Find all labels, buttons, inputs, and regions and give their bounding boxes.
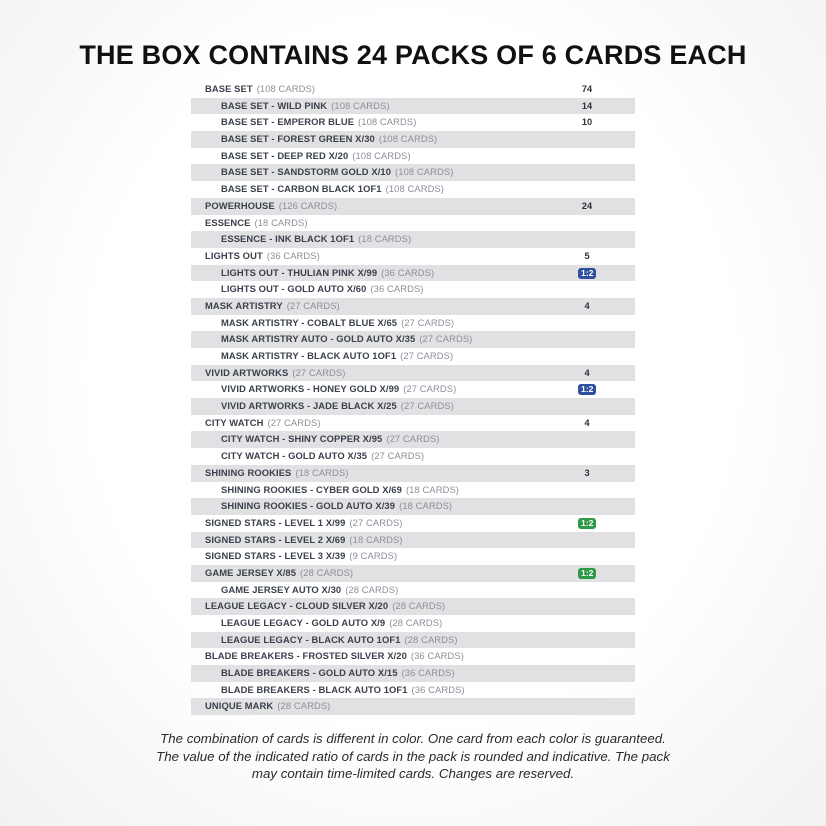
table-row <box>191 548 635 565</box>
card-set-name <box>221 482 459 499</box>
card-set-name <box>205 415 321 432</box>
table-row <box>191 365 635 382</box>
footer-line-1: The combination of cards is different in color. One card from each color is guaranteed. <box>160 731 666 746</box>
card-set-title: MASK ARTISTRY AUTO - GOLD AUTO X/35 <box>221 333 416 345</box>
card-set-name <box>205 515 403 532</box>
card-set-title: BASE SET - CARBON BLACK 1OF1 <box>221 183 382 195</box>
card-count: (18 CARDS) <box>295 466 349 478</box>
cards-per-box: 14 <box>581 100 593 111</box>
card-set-title: UNIQUE MARK <box>205 700 274 712</box>
cards-per-box: 4 <box>584 417 590 428</box>
card-count: (27 CARDS) <box>292 366 346 378</box>
card-set-title: LIGHTS OUT - THULIAN PINK X/99 <box>221 266 378 278</box>
card-set-title: MASK ARTISTRY - COBALT BLUE X/65 <box>221 316 398 328</box>
table-row <box>191 465 635 482</box>
card-set-title: CITY WATCH - GOLD AUTO X/35 <box>221 450 368 462</box>
card-set-name <box>205 215 308 232</box>
card-count: (27 CARDS) <box>349 516 403 528</box>
table-row <box>191 231 635 248</box>
cards-per-box: 3 <box>584 467 590 478</box>
table-row <box>191 498 635 515</box>
card-set-name <box>221 381 456 398</box>
card-count: (27 CARDS) <box>419 333 473 345</box>
card-set-name <box>221 632 458 649</box>
card-set-name <box>221 114 416 131</box>
card-set-name <box>221 582 398 599</box>
table-row <box>191 248 635 265</box>
table-row <box>191 315 635 332</box>
cards-per-box: 4 <box>584 367 590 378</box>
card-count: (18 CARDS) <box>349 533 403 545</box>
card-set-name <box>205 598 445 615</box>
ratio-badge: 1:2 <box>578 518 596 529</box>
table-row <box>191 398 635 415</box>
ratio-badge: 1:2 <box>578 384 596 395</box>
card-set-name <box>205 548 397 565</box>
card-count: (18 CARDS) <box>399 500 453 512</box>
card-count: (27 CARDS) <box>400 350 454 361</box>
table-row <box>191 598 635 615</box>
card-set-name <box>221 181 444 198</box>
table-row <box>191 298 635 315</box>
table-row <box>191 682 635 699</box>
table-row <box>191 648 635 665</box>
card-count: (36 CARDS) <box>370 283 424 295</box>
card-count: (27 CARDS) <box>401 316 455 328</box>
card-count: (108 CARDS) <box>395 166 454 178</box>
card-count: (18 CARDS) <box>358 233 412 245</box>
table-row <box>191 615 635 632</box>
table-row <box>191 198 635 215</box>
card-set-title: MASK ARTISTRY <box>205 299 283 311</box>
footer-note <box>100 730 726 783</box>
footer-line-3: may contain time-limited cards. Changes are reserved. <box>251 766 575 781</box>
card-set-name <box>221 98 390 115</box>
card-set-title: BASE SET - FOREST GREEN X/30 <box>221 133 375 145</box>
table-row <box>191 632 635 649</box>
card-set-title: BASE SET - EMPEROR BLUE <box>221 116 355 128</box>
table-row <box>191 431 635 448</box>
card-table <box>191 81 635 715</box>
card-count: (27 CARDS) <box>386 433 440 445</box>
card-count: (18 CARDS) <box>405 483 460 495</box>
card-set-title: SIGNED STARS - LEVEL 2 X/69 <box>205 533 346 545</box>
card-count: (28 CARDS) <box>404 633 458 645</box>
card-set-title: MASK ARTISTRY - BLACK AUTO 1OF1 <box>221 350 397 361</box>
card-count: (28 CARDS) <box>345 583 399 595</box>
card-count: (9 CARDS) <box>349 550 398 562</box>
card-set-title: SIGNED STARS - LEVEL 3 X/39 <box>205 550 346 562</box>
card-set-name <box>221 331 472 348</box>
cards-per-box: 24 <box>581 200 593 211</box>
card-count: (108 CARDS) <box>358 116 417 128</box>
page-title: THE BOX CONTAINS 24 PACKS OF 6 CARDS EACH <box>79 40 747 70</box>
card-set-name <box>221 265 434 282</box>
card-count: (108 CARDS) <box>331 99 390 111</box>
card-count: (108 CARDS) <box>256 83 316 94</box>
card-set-title: LEAGUE LEGACY - GOLD AUTO X/9 <box>221 617 386 628</box>
table-row <box>191 81 635 98</box>
table-row <box>191 98 635 115</box>
card-set-name <box>221 665 455 682</box>
card-set-title: VIVID ARTWORKS <box>205 366 289 378</box>
card-count: (18 CARDS) <box>254 216 308 228</box>
card-set-name <box>221 231 411 248</box>
card-set-name <box>221 148 411 165</box>
table-row <box>191 532 635 549</box>
card-set-name <box>221 131 437 148</box>
cards-per-box: 5 <box>584 250 590 261</box>
card-set-name <box>205 81 315 98</box>
card-set-title: LEAGUE LEGACY - BLACK AUTO 1OF1 <box>221 633 401 645</box>
card-set-title: ESSENCE <box>205 216 251 228</box>
card-set-name <box>205 298 340 315</box>
card-set-title: BASE SET - SANDSTORM GOLD X/10 <box>221 166 392 178</box>
card-count: (36 CARDS) <box>411 683 465 695</box>
table-row <box>191 181 635 198</box>
card-count: (27 CARDS) <box>400 400 454 412</box>
card-count: (126 CARDS) <box>278 199 338 211</box>
card-count: (28 CARDS) <box>277 700 331 712</box>
card-count: (28 CARDS) <box>300 566 354 578</box>
card-set-name <box>221 498 452 515</box>
card-count: (36 CARDS) <box>381 266 435 278</box>
card-set-title: ESSENCE - INK BLACK 1OF1 <box>221 233 355 245</box>
cards-per-box: 4 <box>584 300 590 311</box>
table-row <box>191 415 635 432</box>
table-row <box>191 515 635 532</box>
card-set-name <box>221 348 453 365</box>
card-set-title: SHINING ROOKIES <box>205 466 292 478</box>
cards-per-box: 74 <box>581 84 593 94</box>
card-set-title: GAME JERSEY AUTO X/30 <box>221 583 342 595</box>
card-count: (108 CARDS) <box>385 183 445 195</box>
table-row <box>191 164 635 181</box>
card-set-title: BASE SET - DEEP RED X/20 <box>221 149 349 161</box>
card-set-title: SHINING ROOKIES - GOLD AUTO X/39 <box>221 500 396 512</box>
table-row <box>191 331 635 348</box>
card-count: (36 CARDS) <box>410 650 464 662</box>
table-row <box>191 148 635 165</box>
card-set-name <box>221 281 424 298</box>
card-count: (36 CARDS) <box>401 667 455 679</box>
card-count: (108 CARDS) <box>352 149 411 161</box>
card-set-name <box>221 398 454 415</box>
cards-per-box: 10 <box>581 117 593 128</box>
table-row <box>191 265 635 282</box>
card-set-title: VIVID ARTWORKS - JADE BLACK X/25 <box>221 400 397 412</box>
table-row <box>191 448 635 465</box>
card-set-name <box>205 648 464 665</box>
card-set-name <box>221 431 439 448</box>
card-set-name <box>205 248 320 265</box>
card-count: (27 CARDS) <box>286 299 340 311</box>
card-set-name <box>221 448 424 465</box>
card-set-name <box>205 698 330 715</box>
table-row <box>191 131 635 148</box>
card-set-title: BLADE BREAKERS - BLACK AUTO 1OF1 <box>221 683 408 695</box>
card-set-title: SIGNED STARS - LEVEL 1 X/99 <box>205 516 346 528</box>
table-row <box>191 698 635 715</box>
card-set-name <box>205 532 403 549</box>
card-set-title: BASE SET <box>205 83 253 94</box>
card-set-title: LIGHTS OUT - GOLD AUTO X/60 <box>221 283 367 295</box>
table-row <box>191 281 635 298</box>
ratio-badge: 1:2 <box>578 268 596 279</box>
card-set-name <box>205 365 345 382</box>
card-count: (27 CARDS) <box>403 383 457 395</box>
card-set-title: SHINING ROOKIES - CYBER GOLD X/69 <box>221 483 402 495</box>
card-set-title: POWERHOUSE <box>205 199 275 211</box>
card-set-title: BLADE BREAKERS - FROSTED SILVER X/20 <box>205 650 407 662</box>
card-set-name <box>221 615 442 632</box>
card-set-name <box>205 198 337 215</box>
card-count: (108 CARDS) <box>378 133 438 145</box>
card-set-title: BLADE BREAKERS - GOLD AUTO X/15 <box>221 667 398 679</box>
card-count: (27 CARDS) <box>371 450 425 462</box>
table-row <box>191 565 635 582</box>
card-set-name <box>221 315 454 332</box>
ratio-badge: 1:2 <box>578 568 596 579</box>
card-count: (28 CARDS) <box>389 617 443 628</box>
table-row <box>191 348 635 365</box>
table-row <box>191 215 635 232</box>
table-row <box>191 582 635 599</box>
footer-line-2: The value of the indicated ratio of cards in the pack is rounded and indicative. The pack <box>156 748 670 764</box>
card-set-title: CITY WATCH <box>205 416 264 428</box>
card-set-title: BASE SET - WILD PINK <box>221 99 328 111</box>
card-set-title: CITY WATCH - SHINY COPPER X/95 <box>221 433 383 445</box>
card-count: (27 CARDS) <box>267 416 321 428</box>
card-set-name <box>221 682 465 699</box>
card-set-name <box>221 164 453 181</box>
card-count: (28 CARDS) <box>392 600 446 612</box>
table-row <box>191 381 635 398</box>
table-row <box>191 114 635 131</box>
card-set-name <box>205 565 353 582</box>
card-set-title: GAME JERSEY X/85 <box>205 566 297 578</box>
card-set-title: VIVID ARTWORKS - HONEY GOLD X/99 <box>221 383 400 395</box>
card-set-name <box>205 465 349 482</box>
card-set-title: LEAGUE LEGACY - CLOUD SILVER X/20 <box>205 600 389 612</box>
table-row <box>191 482 635 499</box>
card-count: (36 CARDS) <box>266 249 320 261</box>
table-row <box>191 665 635 682</box>
card-set-title: LIGHTS OUT <box>205 249 263 261</box>
